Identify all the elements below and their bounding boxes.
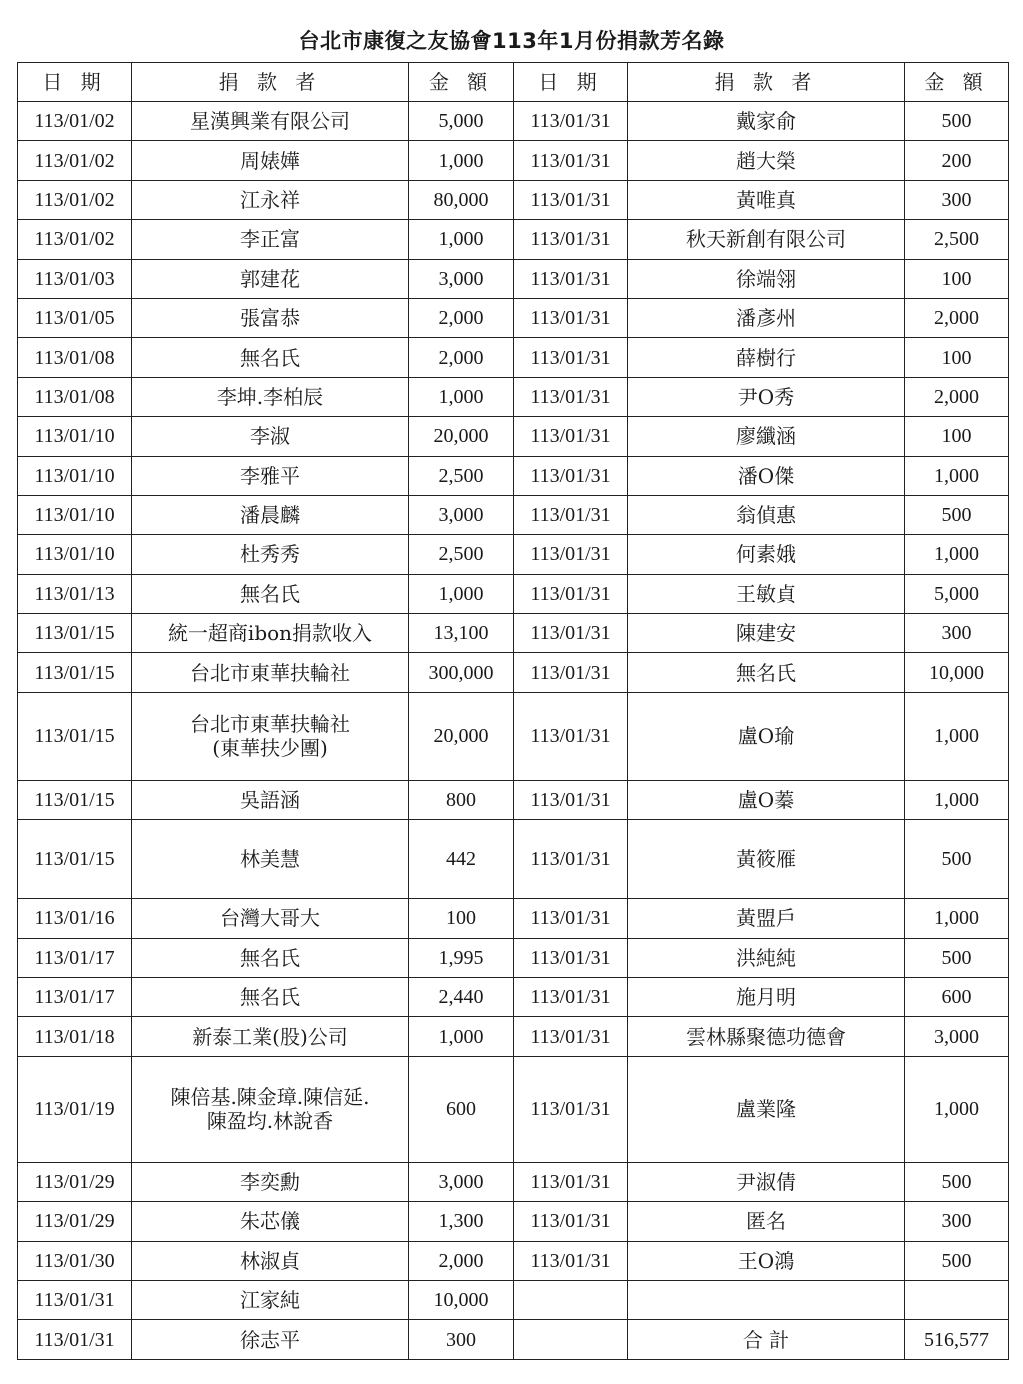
left-amount-cell: 1,000 (409, 1017, 514, 1056)
header-date-right: 日 期 (514, 63, 628, 102)
table-row (18, 535, 1009, 574)
left-amount-cell: 2,500 (409, 535, 514, 574)
table-row (18, 820, 1009, 899)
left-amount-cell: 1,000 (409, 574, 514, 613)
left-donor-cell (132, 1202, 409, 1241)
right-date-cell: 113/01/31 (514, 141, 628, 180)
right-amount-cell: 500 (905, 495, 1009, 534)
right-date-cell: 113/01/31 (514, 535, 628, 574)
right-donor-cell: 潘彥州 (628, 298, 905, 337)
left-donor-cell (132, 1056, 409, 1162)
donor-table (17, 62, 1009, 1360)
left-amount-cell: 442 (409, 820, 514, 899)
header-donor-left: 捐 款 者 (132, 63, 409, 102)
donor-name-line: 台北市東華扶輪社 (190, 660, 350, 685)
left-date-cell: 113/01/02 (18, 141, 132, 180)
right-amount-cell: 500 (905, 1241, 1009, 1280)
left-date-cell: 113/01/29 (18, 1202, 132, 1241)
right-donor-cell: 秋天新創有限公司 (628, 220, 905, 259)
right-donor-cell: 洪純純 (628, 938, 905, 977)
right-donor-cell: 盧O蓁 (628, 780, 905, 819)
right-date-cell (514, 1280, 628, 1319)
right-donor-cell: 趙大榮 (628, 141, 905, 180)
left-donor-cell (132, 377, 409, 416)
left-date-cell: 113/01/16 (18, 899, 132, 938)
header-row (18, 63, 1009, 102)
right-amount-cell: 1,000 (905, 899, 1009, 938)
left-date-cell: 113/01/18 (18, 1017, 132, 1056)
right-donor-cell: 戴家俞 (628, 102, 905, 141)
right-donor-cell: 何素娥 (628, 535, 905, 574)
table-row (18, 495, 1009, 534)
right-date-cell: 113/01/31 (514, 1202, 628, 1241)
table-row (18, 259, 1009, 298)
left-donor-cell (132, 259, 409, 298)
left-donor-cell (132, 1162, 409, 1201)
donor-name-line: 張富恭 (240, 306, 300, 331)
right-amount-cell: 300 (905, 614, 1009, 653)
right-date-cell: 113/01/31 (514, 338, 628, 377)
donor-name-line: 江家純 (240, 1288, 300, 1313)
left-date-cell: 113/01/31 (18, 1320, 132, 1359)
right-donor-cell (628, 1280, 905, 1319)
donor-name-line: 郭建花 (240, 266, 300, 291)
right-date-cell: 113/01/31 (514, 456, 628, 495)
left-date-cell: 113/01/08 (18, 377, 132, 416)
left-amount-cell: 3,000 (409, 259, 514, 298)
donor-name-line: 無名氏 (240, 581, 300, 606)
table-row (18, 1162, 1009, 1201)
left-donor-cell (132, 456, 409, 495)
right-amount-cell: 600 (905, 978, 1009, 1017)
left-date-cell: 113/01/10 (18, 535, 132, 574)
right-donor-cell: 黃筱雁 (628, 820, 905, 899)
donor-name-line: 台灣大哥大 (220, 906, 320, 931)
right-amount-cell: 1,000 (905, 1056, 1009, 1162)
right-amount-cell: 1,000 (905, 535, 1009, 574)
donor-name-line: 李正富 (240, 227, 300, 252)
donor-name-line: 無名氏 (240, 985, 300, 1010)
right-amount-cell (905, 1280, 1009, 1319)
left-donor-cell (132, 692, 409, 780)
left-donor-cell (132, 1320, 409, 1359)
table-row (18, 417, 1009, 456)
total-amount: 516,577 (905, 1320, 1009, 1359)
right-date-cell: 113/01/31 (514, 1241, 628, 1280)
right-donor-cell: 翁偵惠 (628, 495, 905, 534)
donor-name-line: 林美慧 (240, 847, 300, 872)
right-amount-cell: 300 (905, 1202, 1009, 1241)
total-label: 合 計 (628, 1320, 905, 1359)
left-amount-cell: 3,000 (409, 495, 514, 534)
right-amount-cell: 100 (905, 259, 1009, 298)
left-donor-cell (132, 820, 409, 899)
table-row (18, 298, 1009, 337)
left-amount-cell: 20,000 (409, 417, 514, 456)
table-row (18, 653, 1009, 692)
right-amount-cell: 2,000 (905, 377, 1009, 416)
left-donor-cell (132, 574, 409, 613)
table-row (18, 102, 1009, 141)
right-donor-cell: 施月明 (628, 978, 905, 1017)
right-donor-cell: 黃唯真 (628, 180, 905, 219)
donor-name-line: 星漢興業有限公司 (190, 109, 350, 134)
left-date-cell: 113/01/29 (18, 1162, 132, 1201)
right-donor-cell: 廖纖涵 (628, 417, 905, 456)
left-amount-cell: 1,995 (409, 938, 514, 977)
donor-name-line: 徐志平 (240, 1327, 300, 1352)
donor-name-line: 陳倍基.陳金璋.陳信延. (170, 1085, 370, 1110)
right-donor-cell: 薛樹行 (628, 338, 905, 377)
left-date-cell: 113/01/10 (18, 417, 132, 456)
left-amount-cell: 800 (409, 780, 514, 819)
right-date-cell: 113/01/31 (514, 820, 628, 899)
right-date-cell: 113/01/31 (514, 614, 628, 653)
donor-name-line: 周婊嬅 (240, 148, 300, 173)
right-donor-cell: 無名氏 (628, 653, 905, 692)
right-amount-cell: 3,000 (905, 1017, 1009, 1056)
left-date-cell: 113/01/15 (18, 820, 132, 899)
left-donor-cell (132, 180, 409, 219)
right-date-cell: 113/01/31 (514, 180, 628, 219)
left-amount-cell: 1,300 (409, 1202, 514, 1241)
table-row (18, 614, 1009, 653)
left-donor-cell (132, 102, 409, 141)
left-donor-cell (132, 938, 409, 977)
left-donor-cell (132, 495, 409, 534)
left-amount-cell: 80,000 (409, 180, 514, 219)
table-row (18, 141, 1009, 180)
donor-name-line: 統一超商ibon捐款收入 (167, 621, 373, 646)
header-amount-left: 金 額 (409, 63, 514, 102)
left-amount-cell: 2,000 (409, 338, 514, 377)
right-date-cell: 113/01/31 (514, 574, 628, 613)
right-amount-cell: 1,000 (905, 456, 1009, 495)
left-amount-cell: 1,000 (409, 141, 514, 180)
right-donor-cell: 雲林縣聚德功德會 (628, 1017, 905, 1056)
left-date-cell: 113/01/02 (18, 220, 132, 259)
right-date-cell: 113/01/31 (514, 899, 628, 938)
left-amount-cell: 2,000 (409, 1241, 514, 1280)
left-amount-cell: 1,000 (409, 220, 514, 259)
donor-name-line: 李奕勳 (240, 1170, 300, 1194)
right-amount-cell: 500 (905, 820, 1009, 899)
right-amount-cell: 2,500 (905, 220, 1009, 259)
left-amount-cell: 10,000 (409, 1280, 514, 1319)
left-donor-cell (132, 298, 409, 337)
left-date-cell: 113/01/05 (18, 298, 132, 337)
right-date-cell: 113/01/31 (514, 978, 628, 1017)
right-donor-cell: 黃盟戶 (628, 899, 905, 938)
left-amount-cell: 600 (409, 1056, 514, 1162)
right-date-cell: 113/01/31 (514, 298, 628, 337)
table-row (18, 1202, 1009, 1241)
left-amount-cell: 13,100 (409, 614, 514, 653)
right-donor-cell: 盧業隆 (628, 1056, 905, 1162)
left-amount-cell: 20,000 (409, 692, 514, 780)
donor-name-line: 李坤.李柏辰 (216, 384, 324, 409)
left-donor-cell (132, 535, 409, 574)
left-date-cell: 113/01/15 (18, 653, 132, 692)
left-amount-cell: 5,000 (409, 102, 514, 141)
left-donor-cell (132, 780, 409, 819)
left-donor-cell (132, 978, 409, 1017)
table-row (18, 1056, 1009, 1162)
left-donor-cell (132, 614, 409, 653)
right-date-cell: 113/01/31 (514, 653, 628, 692)
left-donor-cell (132, 653, 409, 692)
left-date-cell: 113/01/10 (18, 456, 132, 495)
right-amount-cell: 100 (905, 338, 1009, 377)
donor-name-line: 李淑 (250, 424, 290, 449)
left-amount-cell: 1,000 (409, 377, 514, 416)
donor-name-line: 吳語涵 (240, 788, 300, 813)
table-row (18, 692, 1009, 780)
right-amount-cell: 200 (905, 141, 1009, 180)
right-donor-cell: 尹淑倩 (628, 1162, 905, 1201)
donor-name-line: 李雅平 (240, 463, 300, 488)
left-date-cell: 113/01/03 (18, 259, 132, 298)
left-amount-cell: 3,000 (409, 1162, 514, 1201)
table-row (18, 180, 1009, 219)
left-donor-cell (132, 141, 409, 180)
left-donor-cell (132, 338, 409, 377)
left-amount-cell: 100 (409, 899, 514, 938)
right-amount-cell: 300 (905, 180, 1009, 219)
table-row (18, 938, 1009, 977)
right-amount-cell: 500 (905, 102, 1009, 141)
left-date-cell: 113/01/17 (18, 938, 132, 977)
header-amount-right: 金 額 (905, 63, 1009, 102)
right-donor-cell: 匿名 (628, 1202, 905, 1241)
right-donor-cell: 潘O傑 (628, 456, 905, 495)
right-date-cell: 113/01/31 (514, 102, 628, 141)
header-date-left: 日 期 (18, 63, 132, 102)
left-date-cell: 113/01/17 (18, 978, 132, 1017)
left-date-cell: 113/01/31 (18, 1280, 132, 1319)
right-amount-cell: 2,000 (905, 298, 1009, 337)
table-row (18, 456, 1009, 495)
donor-name-line: 新泰工業(股)公司 (192, 1024, 348, 1049)
table-row (18, 899, 1009, 938)
right-amount-cell: 10,000 (905, 653, 1009, 692)
right-date-cell: 113/01/31 (514, 495, 628, 534)
page-title: 台北市康復之友協會113年1月份捐款芳名錄 (298, 29, 725, 53)
left-date-cell: 113/01/15 (18, 692, 132, 780)
table-row (18, 978, 1009, 1017)
left-date-cell: 113/01/02 (18, 102, 132, 141)
left-date-cell: 113/01/19 (18, 1056, 132, 1162)
left-donor-cell (132, 1280, 409, 1319)
table-row (18, 1280, 1009, 1319)
left-donor-cell (132, 220, 409, 259)
left-donor-cell (132, 899, 409, 938)
right-date-cell: 113/01/31 (514, 1162, 628, 1201)
right-date-cell: 113/01/31 (514, 259, 628, 298)
left-amount-cell: 300 (409, 1320, 514, 1359)
right-donor-cell: 陳建安 (628, 614, 905, 653)
right-donor-cell: 王敏貞 (628, 574, 905, 613)
right-date-cell: 113/01/31 (514, 417, 628, 456)
left-date-cell: 113/01/10 (18, 495, 132, 534)
donor-name-line: 無名氏 (240, 345, 300, 370)
right-date-cell: 113/01/31 (514, 220, 628, 259)
right-date-cell (514, 1320, 628, 1359)
right-date-cell: 113/01/31 (514, 692, 628, 780)
donor-name-line: 杜秀秀 (240, 542, 300, 567)
left-amount-cell: 2,440 (409, 978, 514, 1017)
header-donor-right: 捐 款 者 (628, 63, 905, 102)
left-donor-cell (132, 1241, 409, 1280)
table-row (18, 1241, 1009, 1280)
donor-name-line: 台北市東華扶輪社 (190, 712, 350, 737)
right-amount-cell: 5,000 (905, 574, 1009, 613)
left-donor-cell (132, 417, 409, 456)
right-amount-cell: 1,000 (905, 692, 1009, 780)
right-amount-cell: 500 (905, 938, 1009, 977)
left-date-cell: 113/01/13 (18, 574, 132, 613)
donor-name-line: 無名氏 (240, 945, 300, 970)
table-row (18, 220, 1009, 259)
donor-name-line: 朱芯儀 (240, 1209, 300, 1234)
left-date-cell: 113/01/08 (18, 338, 132, 377)
table-row (18, 338, 1009, 377)
right-date-cell: 113/01/31 (514, 1056, 628, 1162)
right-amount-cell: 100 (905, 417, 1009, 456)
right-amount-cell: 500 (905, 1162, 1009, 1201)
right-date-cell: 113/01/31 (514, 1017, 628, 1056)
table-row (18, 377, 1009, 416)
donor-name-line: 陳盈均.林說香 (206, 1109, 334, 1134)
right-date-cell: 113/01/31 (514, 938, 628, 977)
right-donor-cell: 王O鴻 (628, 1241, 905, 1280)
table-row (18, 780, 1009, 819)
left-amount-cell: 2,000 (409, 298, 514, 337)
right-date-cell: 113/01/31 (514, 780, 628, 819)
right-donor-cell: 盧O瑜 (628, 692, 905, 780)
donor-name-line: 林淑貞 (240, 1248, 300, 1273)
left-date-cell: 113/01/02 (18, 180, 132, 219)
left-date-cell: 113/01/30 (18, 1241, 132, 1280)
donor-name-line: (東華扶少團) (212, 736, 328, 761)
left-date-cell: 113/01/15 (18, 614, 132, 653)
table-row (18, 574, 1009, 613)
right-amount-cell: 1,000 (905, 780, 1009, 819)
right-date-cell: 113/01/31 (514, 377, 628, 416)
right-donor-cell: 尹O秀 (628, 377, 905, 416)
table-row (18, 1320, 1009, 1359)
donor-name-line: 潘晨麟 (240, 503, 300, 528)
left-date-cell: 113/01/15 (18, 780, 132, 819)
left-amount-cell: 2,500 (409, 456, 514, 495)
left-amount-cell: 300,000 (409, 653, 514, 692)
left-donor-cell (132, 1017, 409, 1056)
right-donor-cell: 徐端翎 (628, 259, 905, 298)
donor-name-line: 江永祥 (240, 187, 300, 212)
table-row (18, 1017, 1009, 1056)
